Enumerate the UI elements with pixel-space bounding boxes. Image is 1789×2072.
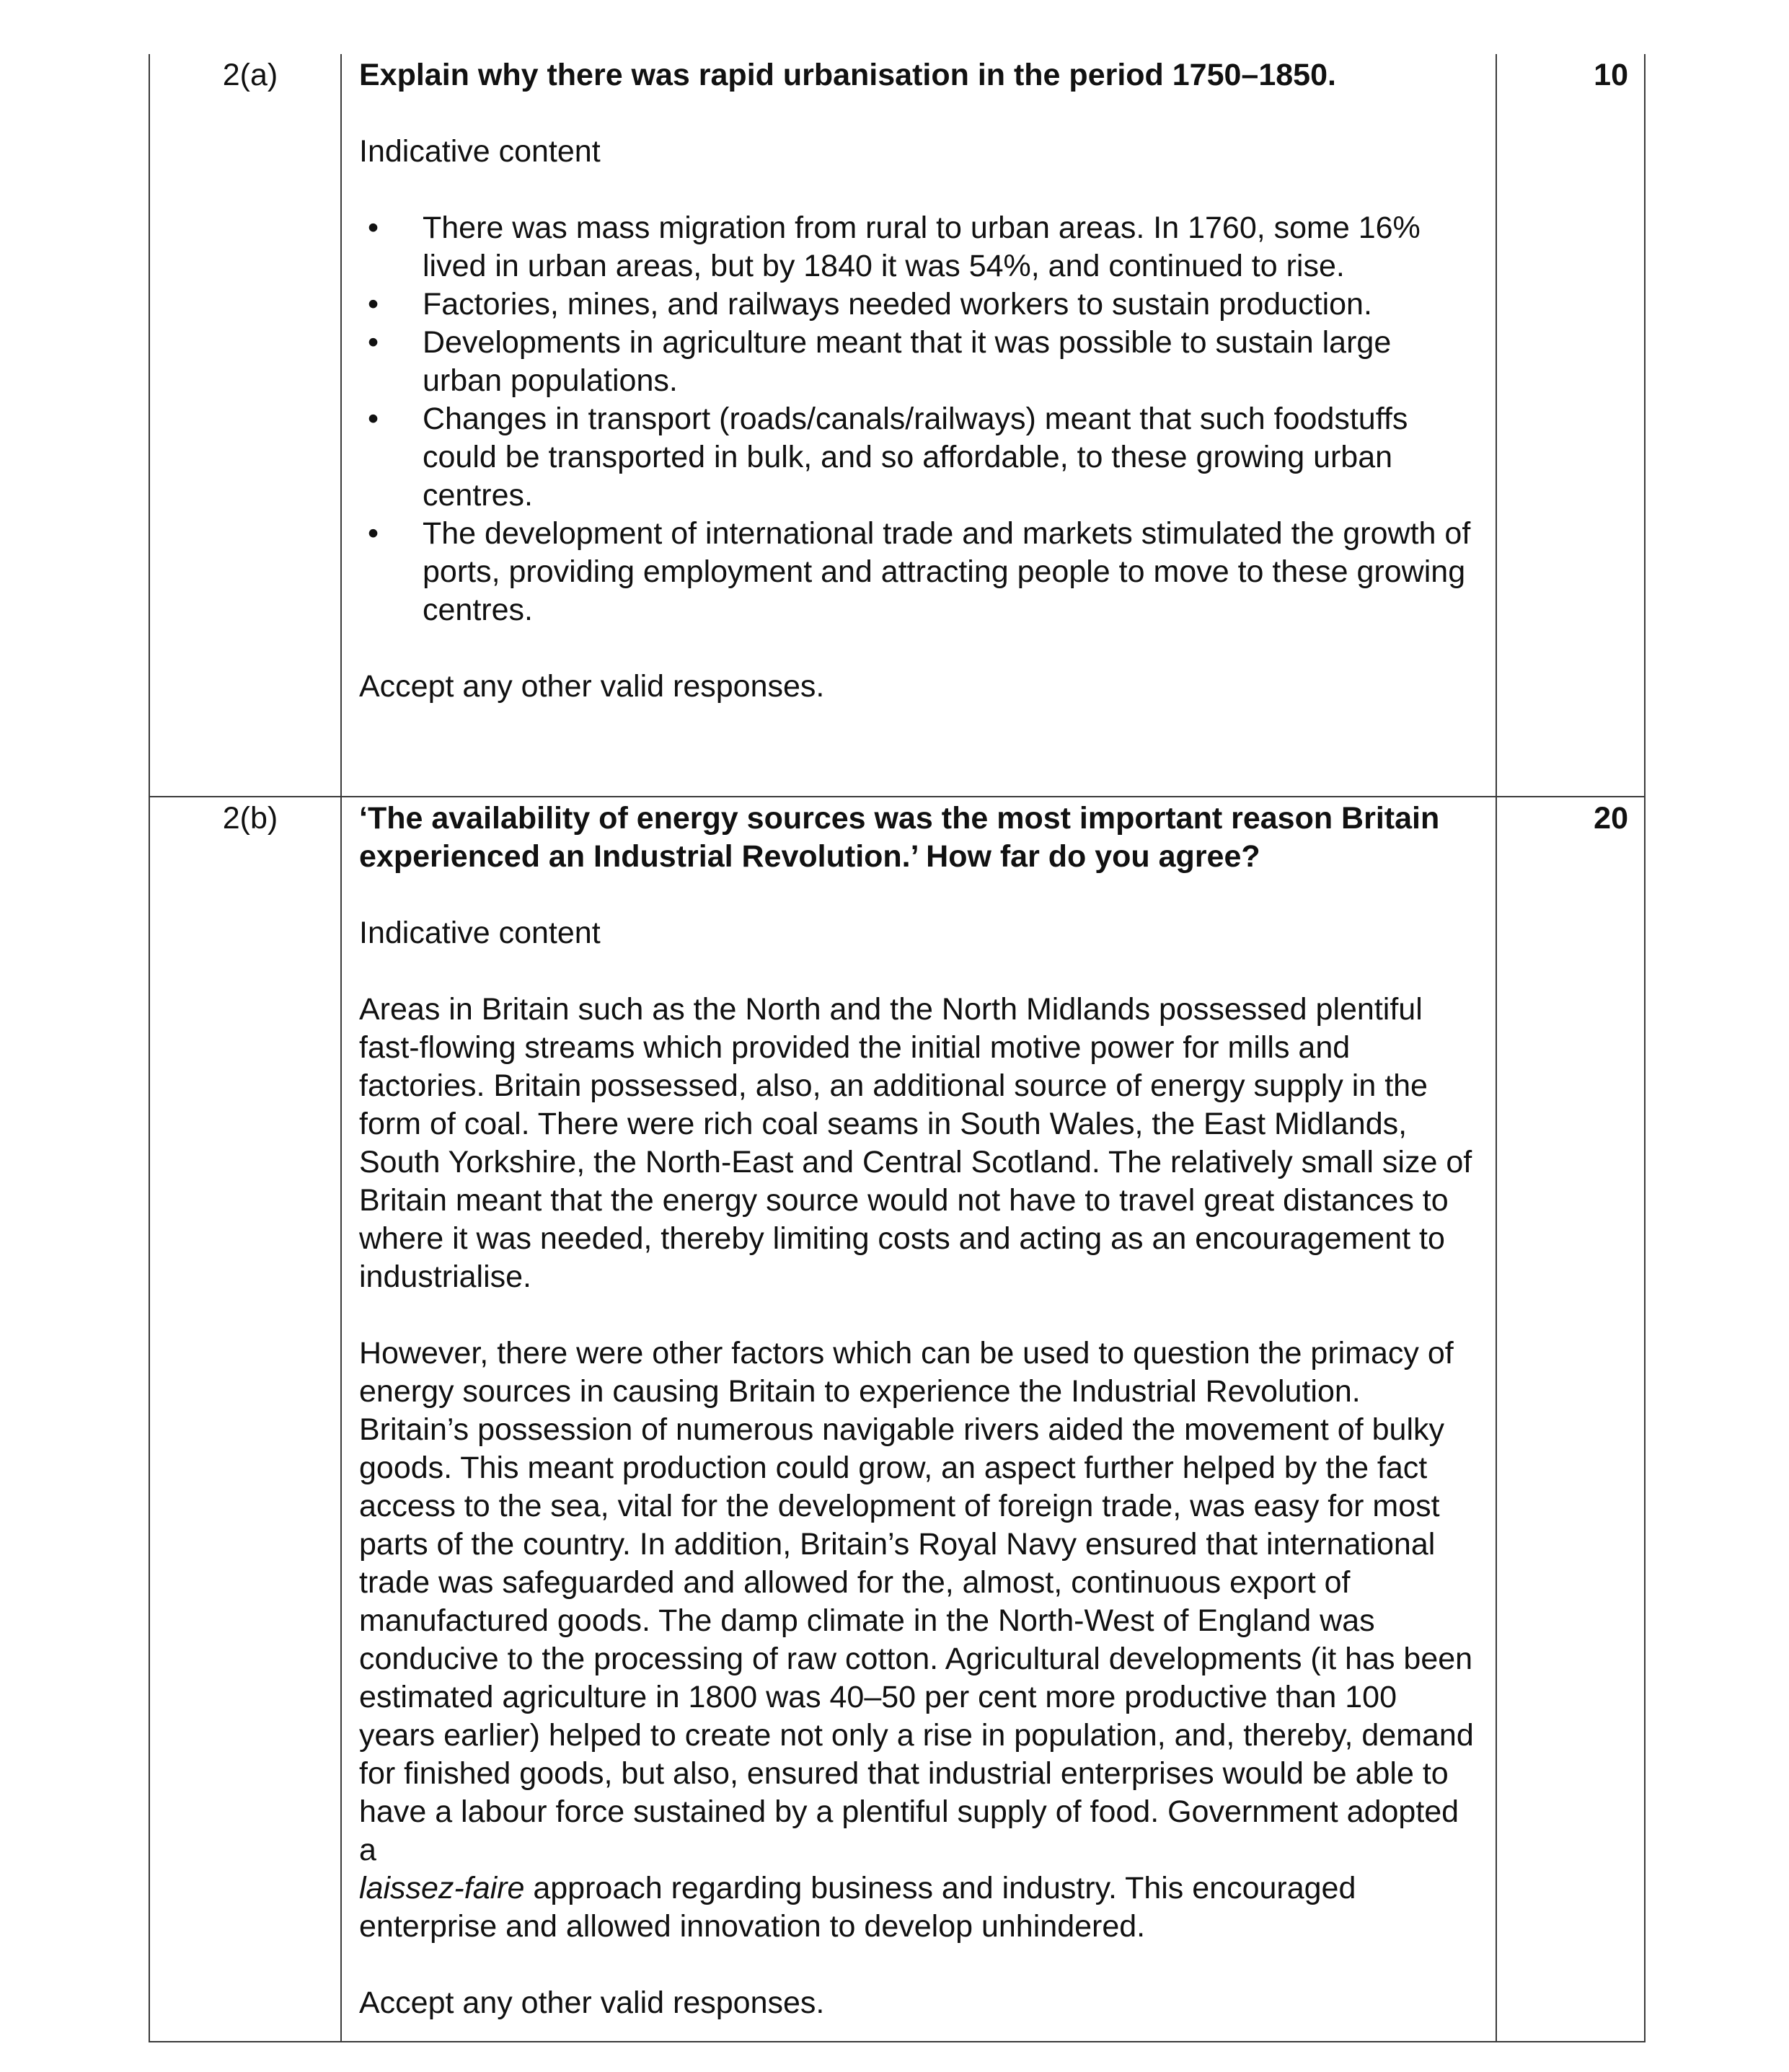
- table-row: [149, 54, 1645, 797]
- list-item: • Developments in agriculture meant that it was possible to sustain large urban populations.: [368, 325, 1392, 398]
- question-text: Explain why there was rapid urbanisation in the period 1750–1850.: [359, 58, 1336, 92]
- mark-scheme-table: [149, 54, 1646, 2042]
- marks-value: 20: [1496, 797, 1645, 2042]
- bullet-icon: •: [368, 325, 379, 360]
- marks-value: 10: [1496, 54, 1645, 797]
- content-paragraph: However, there were other factors which can be used to question the primacy of energy sources in causing Britain to experience the Industrial Revolution. Britain’s possession of numerous navigable rivers aided the movement of bulky goods. This meant production could grow, an aspect further helped by the fact access to the sea, vital for the development of foreign trade, was easy for most parts of the country. In addition, Britain’s Royal Navy ensured that international trade was safeguarded and allowed for the, almost, continuous export of manufactured goods. The damp climate in the North-West of England was conducive to the processing of raw cotton. Agricultural developments (it has been estimated agriculture in 1800 was 40–50 per cent more productive than 100 years earlier) helped to create not only a rise in population, and, thereby, demand for finished goods, but also, ensured that industrial enterprises would be able to have a labour force sustained by a plentiful supply of food. Government adopted a laissez-faire approach regarding business and industry. This encouraged enterprise and allowed innovation to develop unhindered.: [359, 1336, 1474, 1944]
- list-item: • There was mass migration from rural to urban areas. In 1760, some 16% lived in urban areas, but by 1840 it was 54%, and continued to rise.: [368, 211, 1421, 283]
- bullet-icon: •: [368, 211, 379, 245]
- indicative-content-heading: Indicative content: [359, 134, 601, 169]
- bullet-icon: •: [368, 287, 379, 322]
- indicative-content-list: [359, 209, 1478, 629]
- italic-term: laissez-faire: [359, 1871, 525, 1905]
- indicative-content-heading: Indicative content: [359, 916, 601, 950]
- table-row: [149, 797, 1645, 2042]
- closing-note: Accept any other valid responses.: [359, 669, 825, 704]
- bullet-icon: •: [368, 402, 379, 436]
- bullet-icon: •: [368, 516, 379, 551]
- closing-note: Accept any other valid responses.: [359, 1985, 825, 2020]
- content-paragraph: Areas in Britain such as the North and the North Midlands possessed plentiful fast-flowing streams which provided the initial motive power for mills and factories. Britain possessed, also, an additional source of energy supply in the form of coal. There were rich coal seams in South Wales, the East Midlands, South Yorkshire, the North-East and Central Scotland. The relatively small size of Britain meant that the energy source would not have to travel great distances to where it was needed, thereby limiting costs and acting as an encouragement to industrialise.: [359, 992, 1472, 1294]
- question-number: 2(a): [149, 54, 341, 797]
- answer-guidance-cell: [341, 797, 1496, 2042]
- question-text: ‘The availability of energy sources was the most important reason Britain experienced an Industrial Revolution.’ How far do you agree?: [359, 801, 1440, 874]
- list-item: • The development of international trade and markets stimulated the growth of ports, providing employment and attracting people to move to these growing centres.: [368, 516, 1471, 627]
- list-item: • Changes in transport (roads/canals/railways) meant that such foodstuffs could be transported in bulk, and so affordable, to these growing urban centres.: [368, 402, 1408, 513]
- question-number: 2(b): [149, 797, 341, 2042]
- answer-guidance-cell: [341, 54, 1496, 797]
- list-item: • Factories, mines, and railways needed workers to sustain production.: [359, 285, 1478, 324]
